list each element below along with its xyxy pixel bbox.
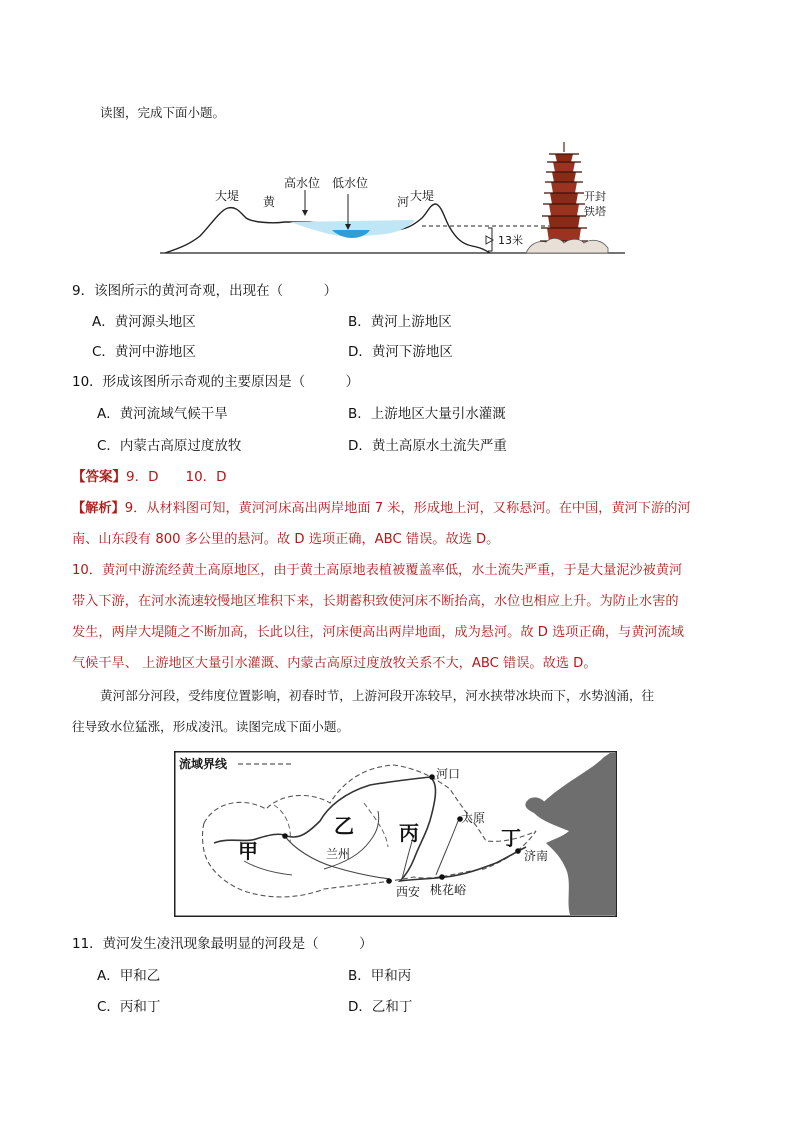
q10-option-b[interactable]: B．上游地区大量引水灌溉 xyxy=(348,406,506,422)
analysis-line-4: 带入下游，在河水流速较慢地区堆积下来，长期蓄积致使河床不断抬高，水位也相应上升。为防止水害的 xyxy=(72,594,679,609)
dike-left-label: 大堤 xyxy=(215,189,240,203)
intro-text-1: 读图，完成下面小题。 xyxy=(100,105,226,120)
q11-option-b[interactable]: B．甲和丙 xyxy=(348,968,412,984)
city-xian-label: 西安 xyxy=(396,885,421,899)
low-water-label: 低水位 xyxy=(332,176,369,190)
high-water-label: 高水位 xyxy=(284,176,321,190)
analysis-line-2: 南、山东段有 800 多公里的悬河。故 D 选项正确，ABC 错误。故选 D。 xyxy=(72,532,500,547)
height-label: 13米 xyxy=(498,234,523,247)
city-hekou-label: 河口 xyxy=(436,767,461,781)
analysis-tag: 【解析】 xyxy=(72,501,125,516)
q10-option-d[interactable]: D．黄土高原水土流失严重 xyxy=(348,438,507,454)
answer-line xyxy=(72,468,227,486)
city-jinan-label: 济南 xyxy=(524,849,549,863)
analysis-line-5: 发生，两岸大堤随之不断加高，长此以往，河床便高出两岸地面，成为悬河。故 D 选项正确，与黄河流域 xyxy=(72,625,684,640)
dike-right-label: 大堤 xyxy=(410,189,435,203)
question-11-stem: 11．黄河发生凌汛现象最明显的河段是（ ） xyxy=(72,936,373,952)
section-bing-label: 丙 xyxy=(399,821,419,845)
q10-option-c[interactable]: C．内蒙古高原过度放牧 xyxy=(97,438,242,454)
analysis-line-6: 气候干旱、 上游地区大量引水灌溉、内蒙古高原过度放牧关系不大，ABC 错误。故选 D。 xyxy=(72,656,597,671)
analysis-line-3: 10．黄河中游流经黄土高原地区，由于黄土高原地表植被覆盖率低，水土流失严重，于是大量泥沙被黄河 xyxy=(72,563,683,578)
answer-text: 9．D 10．D xyxy=(126,469,227,485)
he-label: 河 xyxy=(397,195,410,209)
city-taiyuan-label: 太原 xyxy=(461,811,486,825)
section-ding-label: 丁 xyxy=(501,826,521,850)
river-cross-section-figure xyxy=(160,140,630,260)
city-lanzhou-label: 兰州 xyxy=(326,847,351,861)
q10-option-a[interactable]: A．黄河流域气候干旱 xyxy=(97,406,228,422)
q9-option-c[interactable]: C．黄河中游地区 xyxy=(92,344,196,360)
section-yi-label: 乙 xyxy=(334,814,354,838)
q9-option-a[interactable]: A．黄河源头地区 xyxy=(92,314,196,330)
q9-option-d[interactable]: D．黄河下游地区 xyxy=(348,344,453,360)
tieta-label: 铁塔 xyxy=(584,205,606,218)
section-jia-label: 甲 xyxy=(238,839,258,863)
q11-option-a[interactable]: A．甲和乙 xyxy=(97,968,161,984)
answer-tag: 【答案】 xyxy=(72,469,126,485)
q11-option-d[interactable]: D．乙和丁 xyxy=(348,999,413,1015)
question-10-stem: 10．形成该图所示奇观的主要原因是（ ） xyxy=(72,374,360,390)
map-legend-label: 流域界线 xyxy=(179,757,228,771)
question-9-stem: 9．该图所示的黄河奇观，出现在（ ） xyxy=(72,283,338,299)
yellow-river-map xyxy=(174,751,617,917)
analysis-line-1 xyxy=(72,500,691,518)
analysis-text-1: 9．从材料图可知，黄河河床高出两岸地面 7 米，形成地上河，又称悬河。在中国，黄河下游的河 xyxy=(124,501,691,516)
intro-text-2-line-2: 往导致水位猛涨，形成凌汛。读图完成下面小题。 xyxy=(72,719,350,734)
q9-option-b[interactable]: B．黄河上游地区 xyxy=(348,314,452,330)
kaifeng-label: 开封 xyxy=(584,190,606,203)
intro-text-2-line-1: 黄河部分河段，受纬度位置影响，初春时节，上游河段开冻较早，河水挟带冰块而下，水势汹涌，往 xyxy=(100,688,655,703)
city-taohuayu-label: 桃花峪 xyxy=(430,883,467,897)
huang-label: 黄 xyxy=(263,195,276,209)
q11-option-c[interactable]: C．丙和丁 xyxy=(97,999,161,1015)
